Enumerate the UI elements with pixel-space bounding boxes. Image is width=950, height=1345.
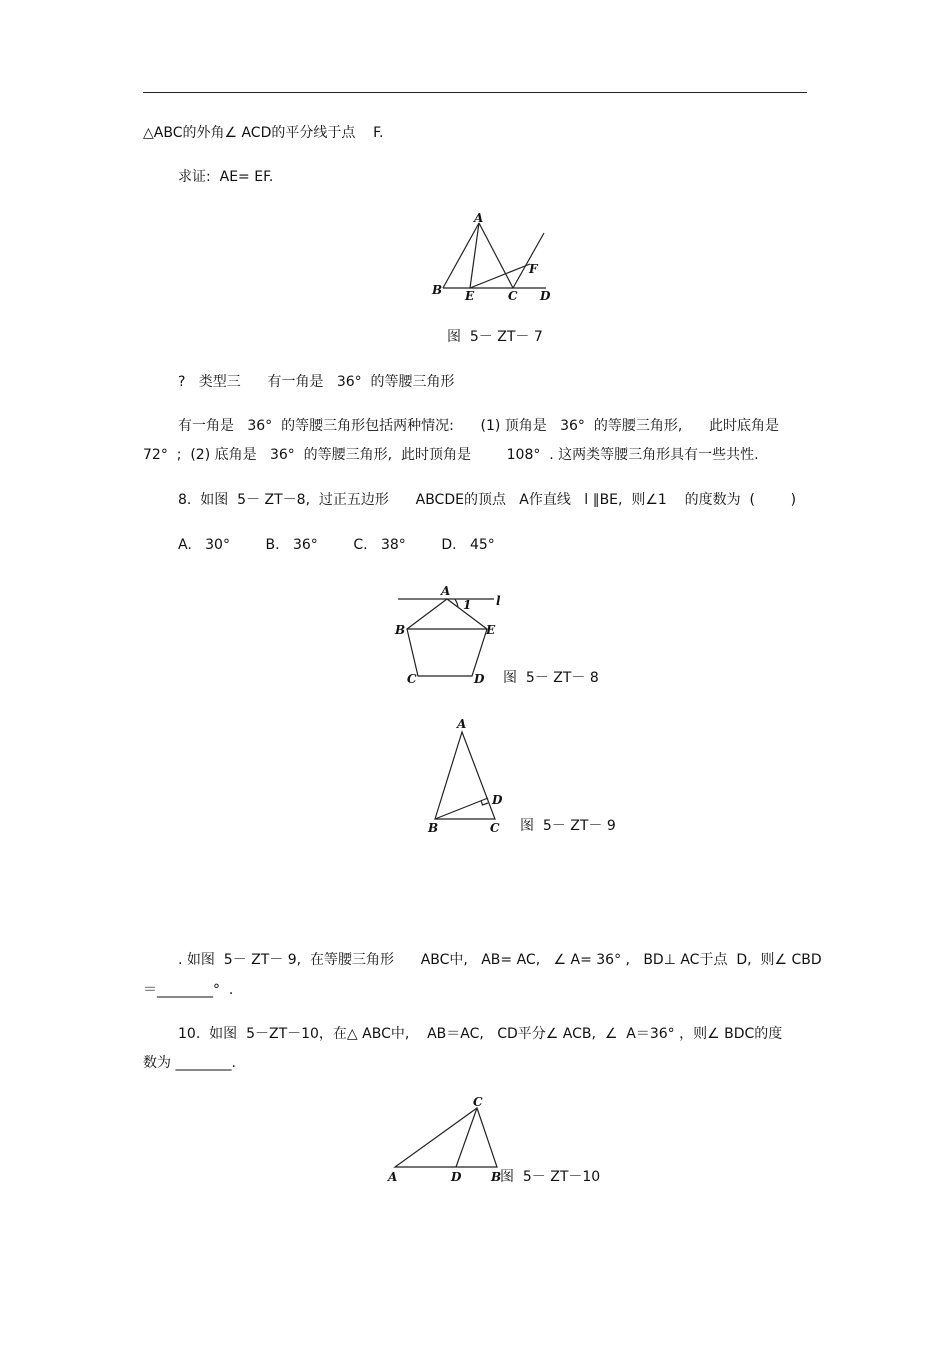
figure-5-zt-8 bbox=[390, 585, 510, 685]
text-line-4: 有一角是 36° 的等腰三角形包括两种情况: (1) 顶角是 36° 的等腰三角形, 此时底角是 bbox=[178, 418, 779, 434]
label-l: l bbox=[496, 594, 501, 608]
question-8-options: A. 30° B. 36° C. 38° D. 45° bbox=[178, 537, 495, 553]
label-c: C bbox=[473, 1095, 483, 1109]
question-9-blank: ＝________° . bbox=[143, 982, 234, 998]
label-b: B bbox=[395, 623, 406, 637]
label-c: C bbox=[407, 672, 417, 686]
label-c: C bbox=[508, 289, 518, 303]
question-10-blank: 数为 ________. bbox=[143, 1055, 236, 1071]
section-heading: ? 类型三 有一角是 36° 的等腰三角形 bbox=[178, 374, 455, 390]
figure-caption-7: 图 5－ ZT－ 7 bbox=[447, 329, 543, 345]
label-b: B bbox=[428, 821, 439, 835]
label-d: D bbox=[451, 1170, 462, 1184]
label-d: D bbox=[492, 793, 503, 807]
question-8: 8. 如图 5－ ZT－8, 过正五边形 ABCDE的顶点 A作直线 l ∥BE, 则∠1 的度数为 ( ) bbox=[178, 492, 797, 508]
label-d: D bbox=[474, 672, 485, 686]
label-b: B bbox=[491, 1170, 502, 1184]
figure-caption-8: 图 5－ ZT－ 8 bbox=[503, 670, 599, 686]
text-line-5: 72° ; (2) 底角是 36° 的等腰三角形, 此时顶角是 108° . 这两类等腰三角形具有一些共性. bbox=[143, 447, 759, 463]
figure-caption-9: 图 5－ ZT－ 9 bbox=[520, 818, 616, 834]
figure-caption-10: 图 5－ ZT－10 bbox=[500, 1169, 601, 1185]
figure-5-zt-10 bbox=[385, 1090, 505, 1190]
figure-5-zt-7 bbox=[425, 208, 560, 308]
label-e: E bbox=[465, 289, 475, 303]
figure-5-zt-9 bbox=[420, 712, 520, 837]
label-a: A bbox=[457, 717, 467, 731]
label-a: A bbox=[441, 584, 451, 598]
angle-1: 1 bbox=[463, 598, 472, 612]
text-line-1: △ABC的外角∠ ACD的平分线于点 F. bbox=[143, 125, 384, 141]
header-rule bbox=[143, 92, 807, 93]
question-10: 10. 如图 5－ZT－10，在△ ABC中, AB＝AC, CD平分∠ ACB, ∠ A＝36° ，则∠ BDC的度 bbox=[178, 1026, 783, 1042]
text-line-2: 求证: AE= EF. bbox=[178, 169, 274, 185]
label-a: A bbox=[388, 1170, 398, 1184]
question-9: . 如图 5－ ZT－ 9, 在等腰三角形 ABC中, AB= AC, ∠ A= 36° , BD⊥ AC于点 D, 则∠ CBD bbox=[178, 952, 822, 968]
label-f: F bbox=[529, 262, 538, 276]
label-c: C bbox=[490, 821, 500, 835]
label-d: D bbox=[540, 289, 551, 303]
label-a: A bbox=[474, 211, 484, 225]
label-e: E bbox=[486, 623, 496, 637]
label-b: B bbox=[432, 283, 443, 297]
